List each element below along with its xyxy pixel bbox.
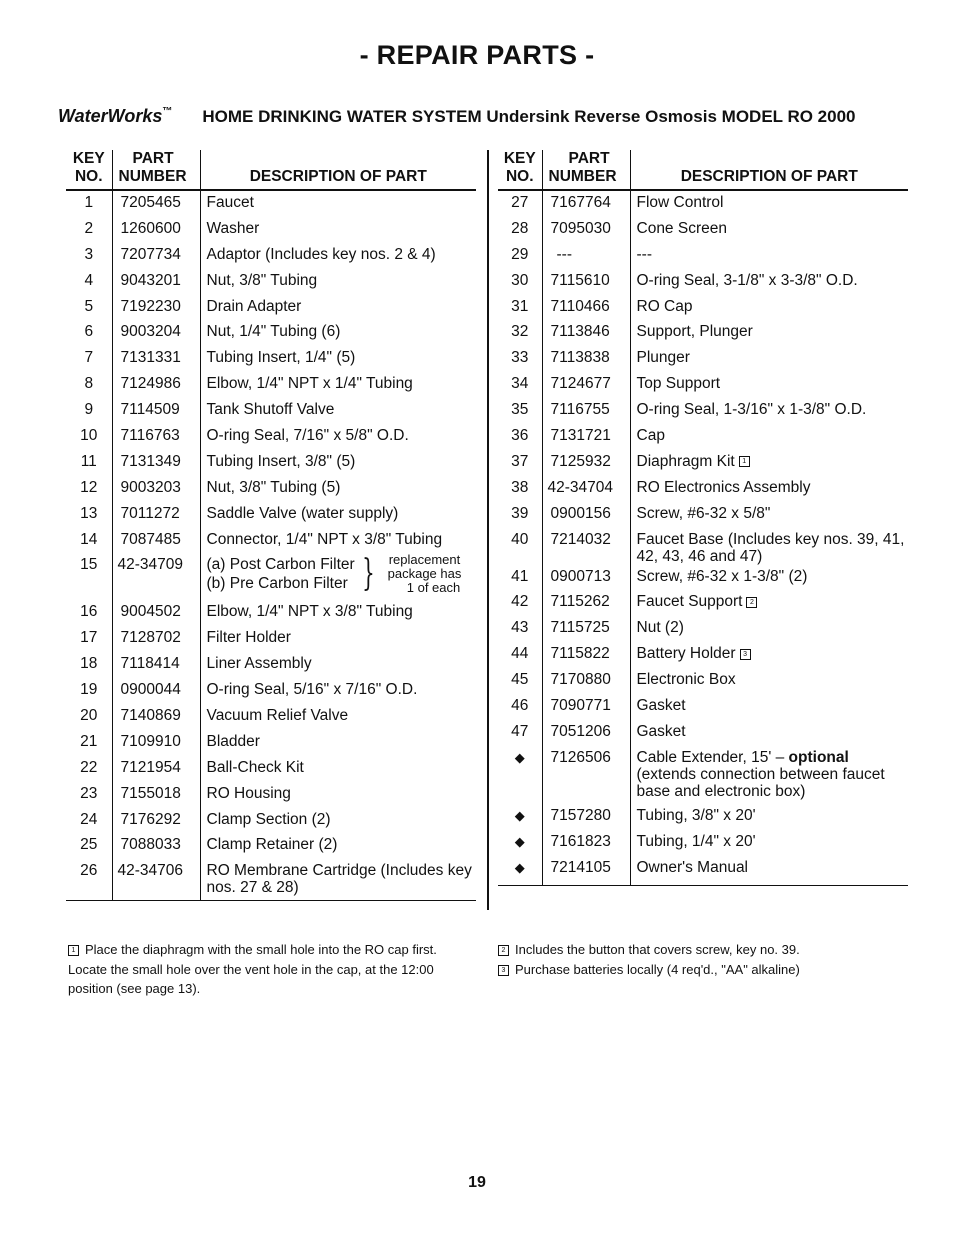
table-row: 22 7121954 Ball-Check Kit <box>66 756 476 782</box>
col-description: DESCRIPTION OF PART <box>630 150 908 190</box>
column-divider <box>487 150 489 910</box>
table-row: 36 7131721 Cap <box>498 424 908 450</box>
table-header <box>498 150 908 190</box>
system-name: HOME DRINKING WATER SYSTEM <box>202 107 482 126</box>
table-row: 8 7124986 Elbow, 1/4" NPT x 1/4" Tubing <box>66 372 476 398</box>
col-description: DESCRIPTION OF PART <box>200 150 476 190</box>
footnote-1: 1 Place the diaphragm with the small hole into the RO cap first. Locate the small hole over the vent hole in the cap, at the 12:00 position (see page 13). <box>68 942 437 996</box>
model-number: MODEL RO 2000 <box>721 107 856 126</box>
table-row: ◆ 7157280 Tubing, 3/8" x 20' <box>498 804 908 830</box>
footnote-1-icon: 1 <box>739 456 750 467</box>
table-row: 10 7116763 O-ring Seal, 7/16" x 5/8" O.D. <box>66 424 476 450</box>
table-row: 37 7125932 Diaphragm Kit 1 <box>498 450 908 476</box>
table-row: ◆ 7126506 Cable Extender, 15' – optional (extends connection between faucet base and electronic box) <box>498 746 908 804</box>
footnotes-right <box>498 940 918 980</box>
table-row: 43 7115725 Nut (2) <box>498 616 908 642</box>
system-type: Undersink Reverse Osmosis <box>486 107 717 126</box>
footnote-2: 2 Includes the button that covers screw, key no. 39. <box>498 940 918 960</box>
col-key-no: KEY NO. <box>66 150 112 190</box>
package-note: replacement package has 1 of each <box>387 552 462 596</box>
table-row: 28 7095030 Cone Screen <box>498 217 908 243</box>
table-row: 47 7051206 Gasket <box>498 720 908 746</box>
footnote-3: 3 Purchase batteries locally (4 req'd., "AA" alkaline) <box>498 960 918 980</box>
footnote-2-icon: 2 <box>746 597 757 608</box>
table-row: 13 7011272 Saddle Valve (water supply) <box>66 502 476 528</box>
table-row: 39 0900156 Screw, #6-32 x 5/8" <box>498 502 908 528</box>
table-row: ◆ 7214105 Owner's Manual <box>498 856 908 886</box>
table-row: 29 --- --- <box>498 243 908 269</box>
table-row: 42 7115262 Faucet Support 2 <box>498 590 908 616</box>
table-row: 32 7113846 Support, Plunger <box>498 320 908 346</box>
table-row: 33 7113838 Plunger <box>498 346 908 372</box>
table-row: 2 1260600 Washer <box>66 217 476 243</box>
pre-carbon-filter: (b) Pre Carbon Filter <box>206 575 348 593</box>
filter-set <box>206 552 477 600</box>
footnote-2-icon: 2 <box>498 945 509 956</box>
table-row: 38 42-34704 RO Electronics Assembly <box>498 476 908 502</box>
table-row: 45 7170880 Electronic Box <box>498 668 908 694</box>
parts-table-right <box>498 150 908 886</box>
table-row: 15 42-34709 (a) Post Carbon Filter (b) Pre Carbon Filter } replacement package has 1 of each <box>66 553 476 600</box>
table-row: 34 7124677 Top Support <box>498 372 908 398</box>
table-row: 31 7110466 RO Cap <box>498 295 908 321</box>
col-key-no: KEY NO. <box>498 150 542 190</box>
col-part-number: PART NUMBER <box>542 150 630 190</box>
table-row: 4 9043201 Nut, 3/8" Tubing <box>66 269 476 295</box>
parts-table-left <box>66 150 476 901</box>
table-row: 20 7140869 Vacuum Relief Valve <box>66 704 476 730</box>
table-row: 11 7131349 Tubing Insert, 3/8" (5) <box>66 450 476 476</box>
table-row: 35 7116755 O-ring Seal, 1-3/16" x 1-3/8" O.D. <box>498 398 908 424</box>
table-row: 18 7118414 Liner Assembly <box>66 652 476 678</box>
page-title: - REPAIR PARTS - <box>359 40 595 70</box>
table-row: 46 7090771 Gasket <box>498 694 908 720</box>
table-row: 24 7176292 Clamp Section (2) <box>66 808 476 834</box>
table-row: 5 7192230 Drain Adapter <box>66 295 476 321</box>
footnote-3-icon: 3 <box>498 965 509 976</box>
brace-icon: } <box>361 553 375 595</box>
table-header <box>66 150 476 190</box>
table-row: 21 7109910 Bladder <box>66 730 476 756</box>
product-heading <box>58 106 918 127</box>
brand-name: WaterWorks™ <box>58 106 173 126</box>
table-row: 9 7114509 Tank Shutoff Valve <box>66 398 476 424</box>
table-row: 1 7205465 Faucet <box>66 190 476 217</box>
table-row: 17 7128702 Filter Holder <box>66 626 476 652</box>
table-row: 23 7155018 RO Housing <box>66 782 476 808</box>
table-row: 25 7088033 Clamp Retainer (2) <box>66 833 476 859</box>
post-carbon-filter: (a) Post Carbon Filter <box>206 556 355 574</box>
table-row: 19 0900044 O-ring Seal, 5/16" x 7/16" O.D. <box>66 678 476 704</box>
col-part-number: PART NUMBER <box>112 150 200 190</box>
diamond-bullet-icon: ◆ <box>514 807 525 823</box>
table-row: 7 7131331 Tubing Insert, 1/4" (5) <box>66 346 476 372</box>
table-row: 30 7115610 O-ring Seal, 3-1/8" x 3-3/8" O.D. <box>498 269 908 295</box>
table-row: 3 7207734 Adaptor (Includes key nos. 2 & 4) <box>66 243 476 269</box>
table-row: 40 7214032 Faucet Base (Includes key nos. 39, 41, 42, 43, 46 and 47) <box>498 528 908 565</box>
page-number: 19 <box>468 1174 486 1191</box>
table-row: 16 9004502 Elbow, 1/4" NPT x 3/8" Tubing <box>66 600 476 626</box>
footnote-1-icon: 1 <box>68 945 79 956</box>
footnote-3-icon: 3 <box>740 649 751 660</box>
table-row: 41 0900713 Screw, #6-32 x 1-3/8" (2) <box>498 565 908 591</box>
table-row: 27 7167764 Flow Control <box>498 190 908 217</box>
table-row: 44 7115822 Battery Holder 3 <box>498 642 908 668</box>
table-row: 14 7087485 Connector, 1/4" NPT x 3/8" Tubing <box>66 528 476 554</box>
table-row: ◆ 7161823 Tubing, 1/4" x 20' <box>498 830 908 856</box>
table-row: 12 9003203 Nut, 3/8" Tubing (5) <box>66 476 476 502</box>
diamond-bullet-icon: ◆ <box>514 833 525 849</box>
diamond-bullet-icon: ◆ <box>514 749 525 765</box>
table-row: 26 42-34706 RO Membrane Cartridge (Includes key nos. 27 & 28) <box>66 859 476 901</box>
table-row: 6 9003204 Nut, 1/4" Tubing (6) <box>66 320 476 346</box>
diamond-bullet-icon: ◆ <box>498 856 542 886</box>
